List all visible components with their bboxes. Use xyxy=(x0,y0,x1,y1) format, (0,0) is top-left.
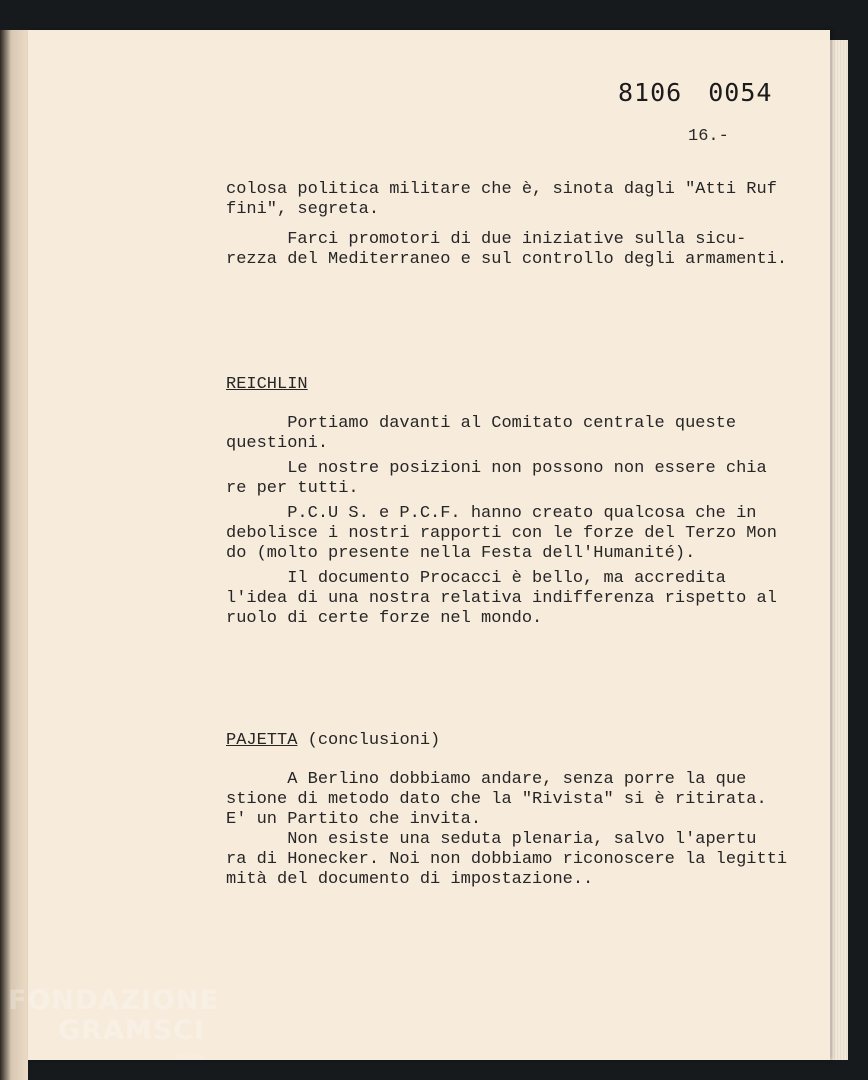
text-line: Portiamo davanti al Comitato centrale queste xyxy=(226,414,737,433)
speaker-heading-reichlin xyxy=(226,375,308,394)
text-line: P.C.U S. e P.C.F. hanno creato qualcosa che in xyxy=(226,504,757,523)
speaker-heading-pajetta xyxy=(226,731,440,750)
pajetta-paragraph-2 xyxy=(226,830,796,890)
archive-code: 8106 0054 xyxy=(618,78,773,107)
text-line: Farci promotori di due iniziative sulla sicu- xyxy=(226,230,747,249)
text-line: ruolo di certe forze nel mondo. xyxy=(226,609,543,628)
reichlin-paragraph-3 xyxy=(226,504,796,564)
text-line: E' un Partito che invita. xyxy=(226,810,482,829)
text-line: l'idea di una nostra relativa indifferenza rispetto al xyxy=(226,589,777,608)
text-line: debolisce i nostri rapporti con le forze del Terzo Mon xyxy=(226,524,777,543)
speaker-note: (conclusioni) xyxy=(297,731,441,750)
text-line: questioni. xyxy=(226,434,329,453)
text-line: Il documento Procacci è bello, ma accredita xyxy=(226,569,726,588)
text-line: do (molto presente nella Festa dell'Humanité). xyxy=(226,544,696,563)
text-line: Le nostre posizioni non possono non essere chia xyxy=(226,459,767,478)
intro-paragraph-1 xyxy=(226,180,796,220)
text-line: Non esiste una seduta plenaria, salvo l'apertu xyxy=(226,830,757,849)
text-line: mità del documento di impostazione.. xyxy=(226,870,594,889)
text-line: ra di Honecker. Noi non dobbiamo riconoscere la legitti xyxy=(226,850,788,869)
speaker-name: REICHLIN xyxy=(226,375,308,394)
watermark-line-1: FONDAZIONE xyxy=(8,985,219,1016)
pajetta-paragraph-1 xyxy=(226,770,796,830)
intro-paragraph-2 xyxy=(226,230,796,270)
watermark-line-2: GRAMSCI xyxy=(58,1015,206,1046)
adjacent-page-edge xyxy=(0,30,28,1080)
fondazione-gramsci-watermark xyxy=(8,986,219,1046)
watermark-online-label: online xyxy=(176,1052,204,1062)
text-line: colosa politica militare che è, sinota dagli "Atti Ruf xyxy=(226,180,777,199)
document-page xyxy=(28,30,830,1060)
speaker-name: PAJETTA xyxy=(226,731,298,750)
page-number: 16.- xyxy=(688,127,729,146)
text-line: re per tutti. xyxy=(226,479,359,498)
text-line: rezza del Mediterraneo e sul controllo degli armamenti. xyxy=(226,250,788,269)
text-line: stione di metodo dato che la "Rivista" si è ritirata. xyxy=(226,790,767,809)
reichlin-paragraph-4 xyxy=(226,569,796,629)
reichlin-paragraph-1 xyxy=(226,414,796,454)
text-line: A Berlino dobbiamo andare, senza porre la que xyxy=(226,770,747,789)
text-line: fini", segreta. xyxy=(226,200,380,219)
reichlin-paragraph-2 xyxy=(226,459,796,499)
